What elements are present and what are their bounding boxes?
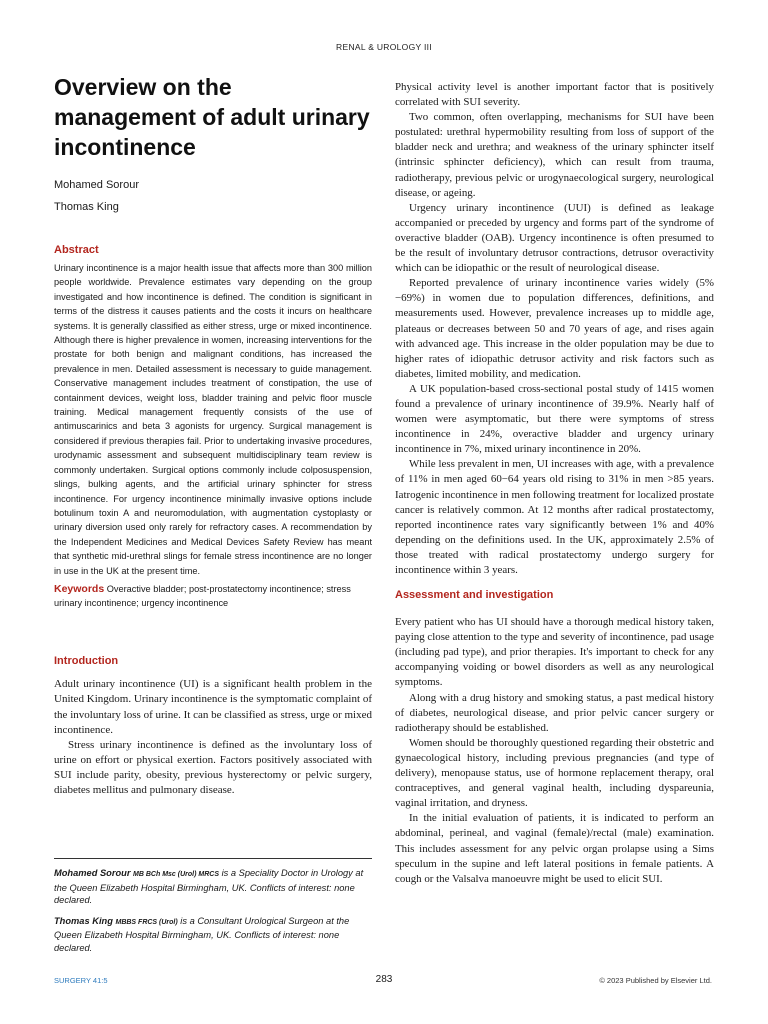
author-name: Mohamed Sorour (54, 179, 139, 191)
introduction-paragraph: Adult urinary incontinence (UI) is a significant health problem in the United Kingdom. Urinary incontinence is the symptomatic complaint of the involuntary loss of urine. It can be classified as stress, urge or mixed incontinence. (54, 678, 372, 736)
introduction-paragraph: Stress urinary incontinence is defined as the involuntary loss of urine on effort or physical exertion. Factors positively associated with SUI include parity, obesity, previous hysterectomy or pelvic surgery, diabetes mellitus and pulmonary disease. (54, 738, 372, 796)
keywords-text: Overactive bladder; post-prostatectomy incontinence; stress urinary incontinence; urgency incontinence (54, 583, 351, 609)
author-bios (54, 858, 372, 954)
body-paragraph: Urgency urinary incontinence (UUI) is defined as leakage accompanied or preceded by urgency and forms part of the syndrome of overactive bladder (OAB). Urgency incontinence is often presumed to be the result of involuntary detrusor contractions, detrusor overactivity which can be idiopathic or the result of neurological disease. (395, 201, 714, 275)
author-bio (54, 915, 372, 955)
page-footer (0, 976, 768, 990)
author-list (54, 178, 372, 215)
article-title: Overview on the management of adult urinary incontinence (54, 74, 370, 160)
author-name: Thomas King (54, 201, 119, 213)
bio-text: is a Consultant Urological Surgeon at the Queen Elizabeth Hospital Birmingham, UK. Conflicts of interest: none declared. (54, 915, 350, 953)
assessment-heading: Assessment and investigation (395, 589, 554, 602)
body-paragraph: Women should be thoroughly questioned regarding their obstetric and gynaecological history, including previous pregnancies (and type of delivery), menopause status, use of hormone replacement therapy, oral contraceptives, and general vaginal health, including dyspareunia, vaginal irritation, and dryness. (395, 736, 714, 810)
body-paragraph: Along with a drug history and smoking status, a past medical history of diabetes, neurological disease, and prior pelvic cancer surgery or radiotherapy should be established. (395, 691, 714, 734)
abstract-heading: Abstract (54, 244, 99, 256)
journal-reference: SURGERY 41:5 (54, 976, 108, 985)
body-paragraph: A UK population-based cross-sectional postal study of 1415 women found a prevalence of urinary incontinence of 39.9%. Nearly half of women were asymptomatic, but there were symptoms of stress incontinence in 24%, overactive bladder and urgency urinary incontinence in 7%, mixed urinary incontinence in 20%. (395, 382, 714, 456)
bio-divider (54, 858, 372, 859)
body-paragraph: Reported prevalence of urinary incontinence varies widely (5%−69%) in women due to population differences, definitions, and measurements used. However, prevalence increases up to middle age, plateaus or decreases between 50 and 70 years of age, and rises again with advanced age. This increase in the older population may be due to higher rates of idiopathic detrusor activity and risk factors such as diabetes, limited mobility, and medication. (395, 277, 714, 380)
keywords-label: Keywords (54, 582, 105, 595)
abstract-text: Urinary incontinence is a major health issue that affects more than 300 million people worldwide. Prevalence estimates vary depending on the group investigated and how incontinence is defined. The condition is significant in terms of the distress it causes patients and the costs it incurs on healthcare systems. It is generally classified as either stress, urge or mixed incontinence. Although there is higher prevalence in women, increasing interventions for the prostate for both benign and malignant conditions, has increased the prevalence in men. Detailed assessment is necessary to guide management. Conservative management includes treatment of constipation, the use of containment devices, weight loss, bladder training and pelvic floor muscle training. Medical management frequently consists of the use of antimuscarinics and beta 3 agonists for urgency. Surgical management is considered if previous therapies fail. Prior to undertaking invasive procedures, urodynamic assessment and subsequent multidisciplinary team review is commonly undertaken. Surgical options commonly include colposuspension, slings, bulking agents, and the artificial urinary sphincter for stress incontinence. For urgency incontinence minimally invasive options include botulinum toxin A and neuromodulation, with augmentation cystoplasty or urinary diversion used only rarely for refractory cases. A recommendation by the Independent Medicines and Medical Devices Safety Review has meant that synthetic mid-urethral slings for female stress incontinence are no longer in use in the UK at the present time. (54, 263, 372, 576)
bio-author-name: Mohamed Sorour (54, 868, 131, 878)
body-paragraph: Two common, often overlapping, mechanisms for SUI have been postulated: urethral hypermobility resulting from loss of support of the bladder neck and urethra; and weakness of the urinary sphincter itself (intrinsic sphincter deficiency), which can result from trauma, radiotherapy, previous pelvic or urogynaecological surgery, neurological disease, or ageing. (395, 111, 714, 199)
left-column (54, 72, 372, 798)
body-paragraph: In the initial evaluation of patients, it is indicated to perform an abdominal, perineal, and vaginal (female)/rectal (male) examination. This includes assessment for any pelvic organ prolapse using a Sims speculum in the supine and left lateral positions in female patients. A cough or the Valsalva manoeuvre might be used to elicit SUI. (395, 812, 714, 885)
page-number: 283 (375, 974, 393, 985)
copyright-notice: © 2023 Published by Elsevier Ltd. (599, 976, 712, 985)
body-paragraph: While less prevalent in men, UI increases with age, with a prevalence of 11% in men aged 60−64 years old rising to 31% in men >85 years. Iatrogenic incontinence in men following treatment for localized prostate cancer is relatively common. At 12 months after radical prostatectomy, reported incontinence rates vary significantly between 1% and 40% depending on the definitions used. In the UK, approximately 2.5% of those treated with radical prostatectomy undergo surgery for incontinence within 3 years. (395, 458, 714, 576)
keywords (54, 582, 372, 610)
introduction-heading: Introduction (54, 655, 119, 668)
running-head: RENAL & UROLOGY III (336, 42, 432, 52)
right-column (395, 80, 714, 887)
bio-credentials: MB BCh Msc (Urol) MRCS (133, 871, 219, 878)
body-paragraph: Every patient who has UI should have a thorough medical history taken, paying close attention to the type and severity of incontinence, pad usage (including pad type), and prior therapies. It's important to check for any accompanying voiding or bowel disorders as well as any neurological symptoms. (395, 616, 714, 689)
bio-author-name: Thomas King (54, 915, 113, 926)
bio-text: is a Speciality Doctor in Urology at the Queen Elizabeth Hospital Birmingham, UK. Conflicts of interest: none declared. (54, 868, 364, 905)
bio-credentials: MBBS FRCS (Urol) (115, 918, 178, 926)
author-bio (54, 867, 372, 907)
body-paragraph: Physical activity level is another important factor that is positively correlated with SUI severity. (395, 81, 714, 109)
